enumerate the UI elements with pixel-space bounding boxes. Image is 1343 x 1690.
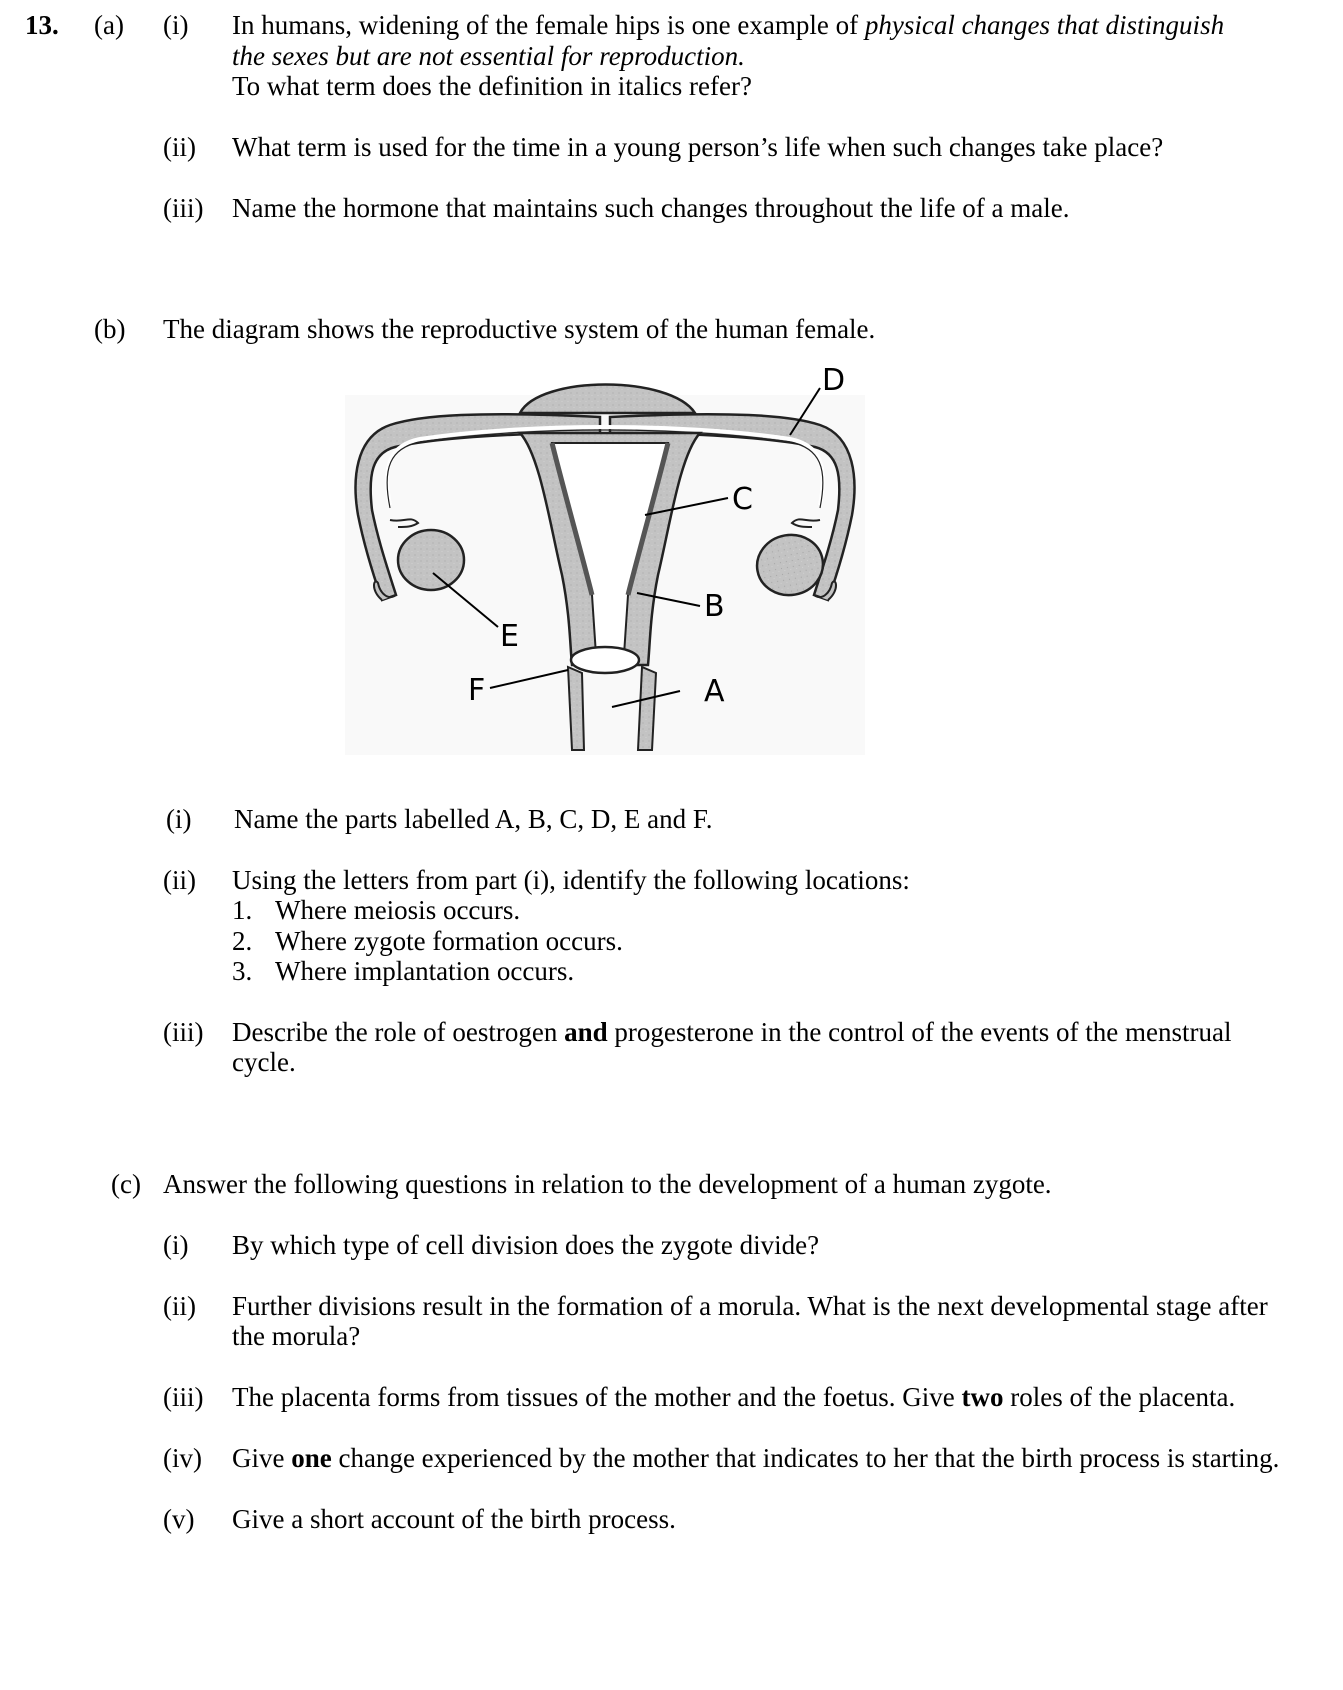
a-iii-number: (iii) bbox=[163, 193, 204, 223]
part-a-label: (a) bbox=[94, 10, 124, 40]
a-i-line3: To what term does the definition in italics refer? bbox=[232, 71, 752, 101]
uterus-fundus bbox=[520, 385, 695, 414]
c-iv-post: change experienced by the mother that indicates to her that the birth process is starting. bbox=[338, 1443, 1280, 1473]
c-iv-bold: one bbox=[291, 1443, 332, 1473]
c-ii-line2: the morula? bbox=[232, 1321, 361, 1351]
vagina-right-wall bbox=[638, 667, 656, 750]
label-c: C bbox=[732, 482, 753, 517]
c-iii-bold: two bbox=[961, 1382, 1004, 1412]
cervix bbox=[571, 647, 639, 673]
b-ii-item1-text: Where meiosis occurs. bbox=[275, 895, 521, 925]
b-iii-line2: cycle. bbox=[232, 1047, 296, 1077]
b-ii-text: Using the letters from part (i), identify the following locations: bbox=[232, 865, 910, 895]
c-i-text: By which type of cell division does the zygote divide? bbox=[232, 1230, 820, 1260]
part-b-label: (b) bbox=[94, 314, 126, 344]
c-v-text: Give a short account of the birth process. bbox=[232, 1504, 676, 1534]
b-iii-pre: Describe the role of oestrogen bbox=[232, 1017, 558, 1047]
a-i-line1-plain: In humans, widening of the female hips is one example of bbox=[232, 10, 859, 40]
b-iii-post: progesterone in the control of the events of the menstrual bbox=[614, 1017, 1232, 1047]
a-ii-number: (ii) bbox=[163, 132, 196, 162]
b-iii-number: (iii) bbox=[163, 1017, 204, 1047]
label-f: F bbox=[468, 673, 486, 708]
c-v-number: (v) bbox=[163, 1504, 195, 1534]
reproductive-system-diagram bbox=[330, 355, 890, 765]
label-a: A bbox=[704, 674, 725, 709]
b-ii-item3-num: 3. bbox=[232, 956, 253, 986]
a-i-line2: the sexes but are not essential for reproduction. bbox=[232, 41, 745, 71]
a-i-number: (i) bbox=[163, 10, 189, 40]
c-iii-text bbox=[232, 1381, 1235, 1414]
b-iii-line1 bbox=[232, 1016, 1231, 1049]
a-iii-text: Name the hormone that maintains such changes throughout the life of a male. bbox=[232, 193, 1070, 223]
b-ii-item2-num: 2. bbox=[232, 926, 253, 956]
question-number: 13. bbox=[25, 10, 59, 40]
part-c-label: (c) bbox=[111, 1169, 141, 1199]
b-ii-item1-num: 1. bbox=[232, 895, 253, 925]
c-iv-number: (iv) bbox=[163, 1443, 202, 1473]
c-iii-pre: The placenta forms from tissues of the mother and the foetus. Give bbox=[232, 1382, 955, 1412]
b-ii-item2-text: Where zygote formation occurs. bbox=[275, 926, 623, 956]
left-ovary bbox=[398, 530, 464, 590]
b-ii-number: (ii) bbox=[163, 865, 196, 895]
c-ii-line1: Further divisions result in the formation of a morula. What is the next developmental stage after bbox=[232, 1291, 1268, 1321]
c-iii-number: (iii) bbox=[163, 1382, 204, 1412]
c-iii-post: roles of the placenta. bbox=[1010, 1382, 1236, 1412]
a-i-line1 bbox=[232, 9, 1224, 42]
label-b: B bbox=[704, 589, 725, 624]
c-i-number: (i) bbox=[163, 1230, 189, 1260]
c-intro: Answer the following questions in relation to the development of a human zygote. bbox=[163, 1169, 1052, 1199]
b-i-number: (i) bbox=[166, 804, 192, 834]
a-i-line1-italic: physical changes that distinguish bbox=[864, 10, 1225, 40]
a-ii-text: What term is used for the time in a young person’s life when such changes take place? bbox=[232, 132, 1164, 162]
c-iv-text bbox=[232, 1442, 1279, 1475]
c-ii-number: (ii) bbox=[163, 1291, 196, 1321]
label-e: E bbox=[500, 619, 519, 654]
b-ii-item3-text: Where implantation occurs. bbox=[275, 956, 575, 986]
label-d: D bbox=[822, 363, 846, 398]
b-intro: The diagram shows the reproductive system of the human female. bbox=[163, 314, 876, 344]
b-iii-bold: and bbox=[564, 1017, 608, 1047]
b-i-text: Name the parts labelled A, B, C, D, E and F. bbox=[234, 804, 713, 834]
c-iv-pre: Give bbox=[232, 1443, 285, 1473]
vagina-left-wall bbox=[568, 667, 584, 750]
